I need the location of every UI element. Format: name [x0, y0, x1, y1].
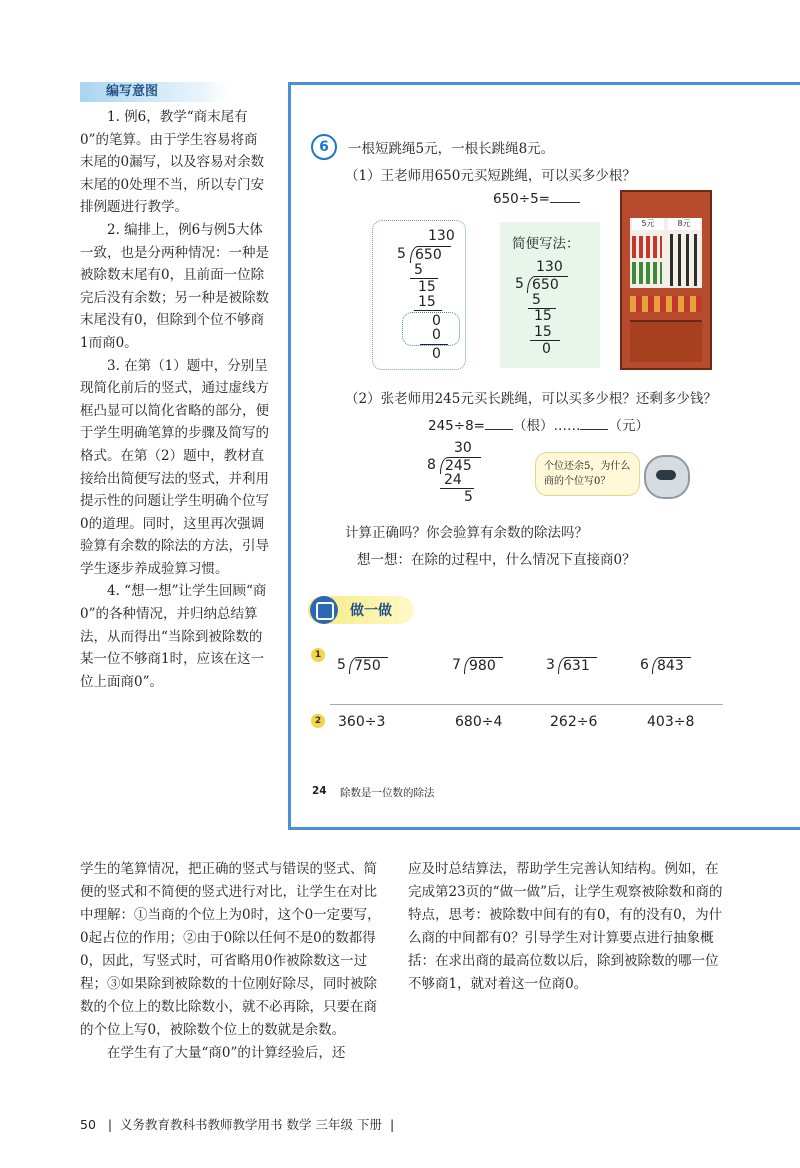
- step-row: 15: [418, 294, 436, 310]
- notebook-icon: [310, 596, 338, 624]
- exercise-number: 1: [311, 648, 325, 662]
- page-number: 50: [80, 1117, 96, 1132]
- quotient: 30: [454, 440, 472, 456]
- question-2-equation: [428, 414, 649, 434]
- equation-text: （根）……: [512, 418, 581, 434]
- check-prompt: 计算正确吗？你会验算有余数的除法吗？: [345, 525, 588, 541]
- stacked-ropes-icon: [630, 296, 702, 312]
- intent-tag: 编写意图: [80, 82, 230, 102]
- simple-label: 简便写法：: [512, 236, 580, 252]
- equation-text: 245÷8=: [428, 418, 485, 434]
- step-row: 0: [542, 341, 551, 357]
- volume: 下册: [357, 1117, 383, 1132]
- exercise-dividend: 980: [464, 657, 503, 674]
- question-1-equation: [493, 190, 580, 207]
- body-paragraph: 应及时总结算法，帮助学生完善认知结构。例如，在完成第23页的“做一做”后，让学生观察被除数和商的特点，思考：被除数中间有的有0，有的没有0，为什么商的中间都有0？引导学生对计算要点进行抽象概括：在求出商的最高位数以后，除到被除数的哪一位不够商1，就对着这一位商0。: [408, 861, 723, 992]
- step-row: 24: [444, 472, 462, 488]
- step-row: 5: [532, 292, 541, 308]
- short-ropes-icon: [632, 262, 662, 284]
- body-column-left: [80, 858, 386, 1065]
- dividend: 650: [410, 246, 451, 263]
- divider: [330, 704, 723, 705]
- step-row: 5: [414, 262, 423, 278]
- answer-blank[interactable]: [580, 417, 608, 430]
- footer-divider: |: [99, 1117, 117, 1132]
- example-number: 6: [311, 134, 337, 160]
- step-row: 0: [432, 313, 441, 329]
- body-paragraph: 在学生有了大量“商0”的计算经验后，还: [107, 1045, 346, 1061]
- intent-paragraph: 2. 编排上，例6与例5大体一致，也是分两种情况：一种是被除数末尾有0，且前面一位除完后没有余数；另一种是被除数末尾没有0，但除到个位不够商1而商0。: [80, 221, 269, 351]
- think-prompt: 想一想：在除的过程中，什么情况下直接商0？: [357, 552, 636, 568]
- question-2: （2）张老师用245元买长跳绳，可以买多少根？还剩多少钱？: [345, 391, 717, 407]
- dividend: 245: [440, 457, 481, 474]
- price-label-long: 8元: [668, 218, 700, 230]
- intent-paragraph: 1. 例6，教学“商末尾有0”的笔算。由于学生容易将商末尾的0漏写，以及容易对余数末尾的0处理不当，所以专门安排例题进行教学。: [80, 109, 265, 216]
- quotient: 130: [428, 228, 455, 244]
- exercise-dividend: 631: [558, 657, 597, 674]
- step-row: 0: [432, 327, 441, 343]
- divisor: 5: [515, 276, 524, 292]
- exercise-dividend: 750: [349, 657, 388, 674]
- exercise-dividend: 843: [652, 657, 691, 674]
- exercise-item: 262÷6: [550, 714, 598, 730]
- body-column-right: [408, 858, 724, 996]
- intent-paragraph: 3. 在第（1）题中，分别呈现简化前后的竖式，通过虚线方框凸显可以简化省略的部分，便于学生明确笔算的步骤及简写的格式。在第（2）题中，教材直接给出简便写法的竖式，并利用提示性的问题让学生明确个位写0的道理。同时，这里再次强调验算有余数的除法的方法，引导学生逐步养成验算习惯。: [80, 357, 269, 577]
- exercise-item: 360÷3: [338, 714, 386, 730]
- divisor: 8: [427, 457, 436, 473]
- body-paragraph: 学生的笔算情况，把正确的竖式与错误的竖式、简便的竖式和不简便的竖式进行对比，让学生在对比中理解：①当商的个位上为0时，这个0一定要写，0起占位的作用；②由于0除以任何不是0的数都得0，因此，写竖式时，可省略用0作被除数这一过程；③如果除到被除数的十位刚好除尽，同时被除数的个位上的数比除数小，就不必再除，只要在商的个位上写0，被除数个位上的数就是余数。: [80, 861, 381, 1038]
- step-row: 15: [534, 308, 552, 324]
- rule-line: [414, 310, 442, 311]
- subject: 数学: [286, 1117, 312, 1132]
- grade: 三年级: [315, 1117, 354, 1132]
- robot-visor: [656, 470, 676, 480]
- notebook-icon-inner: [316, 602, 334, 620]
- exercise-divisor: 6: [640, 657, 649, 673]
- divisor: 5: [397, 246, 406, 262]
- exercise-number: 2: [311, 714, 325, 728]
- step-row: 5: [464, 489, 473, 505]
- dividend: 650: [527, 276, 568, 293]
- long-ropes-icon: [670, 234, 700, 286]
- example-title: 一根短跳绳5元，一根长跳绳8元。: [348, 141, 555, 157]
- step-row: 15: [534, 324, 552, 340]
- step-row: 0: [432, 346, 441, 362]
- exercise-divisor: 3: [546, 657, 555, 673]
- robot-speech-bubble: 个位还余5，为什么商的个位写0？: [535, 452, 640, 496]
- textbook-page-title: 除数是一位数的除法: [340, 787, 435, 799]
- book-title: 义务教育教科书教师教学用书: [120, 1117, 283, 1132]
- do-it-label: 做一做: [350, 603, 392, 619]
- quotient: 130: [536, 259, 563, 275]
- shelf-cabinet: [630, 320, 702, 362]
- page-footer: [80, 1115, 394, 1133]
- exercise-item: 403÷8: [647, 714, 695, 730]
- footer-divider: |: [386, 1117, 395, 1132]
- robot-icon: [644, 455, 690, 499]
- question-1: （1）王老师用650元买短跳绳，可以买多少根？: [345, 168, 636, 184]
- intent-text: [80, 106, 270, 693]
- equation-text: 650÷5=: [493, 191, 550, 207]
- step-row: 15: [418, 279, 436, 295]
- equation-text: （元）: [608, 418, 649, 434]
- textbook-page-number: 24: [312, 785, 327, 797]
- exercise-divisor: 7: [452, 657, 461, 673]
- answer-blank[interactable]: [550, 190, 580, 203]
- rule-line: [420, 344, 448, 345]
- short-ropes-icon: [632, 236, 662, 258]
- omittable-box: [402, 312, 460, 346]
- exercise-item: 680÷4: [455, 714, 503, 730]
- answer-blank[interactable]: [485, 417, 513, 430]
- exercise-divisor: 5: [337, 657, 346, 673]
- price-label-short: 5元: [632, 218, 664, 230]
- intent-paragraph: 4. “想一想”让学生回顾“商0”的各种情况，并归纳总结算法，从而得出“当除到被除数的某一位不够商1时，应该在这一位上面商0”。: [80, 583, 267, 690]
- rope-shelf-illustration: [620, 190, 712, 370]
